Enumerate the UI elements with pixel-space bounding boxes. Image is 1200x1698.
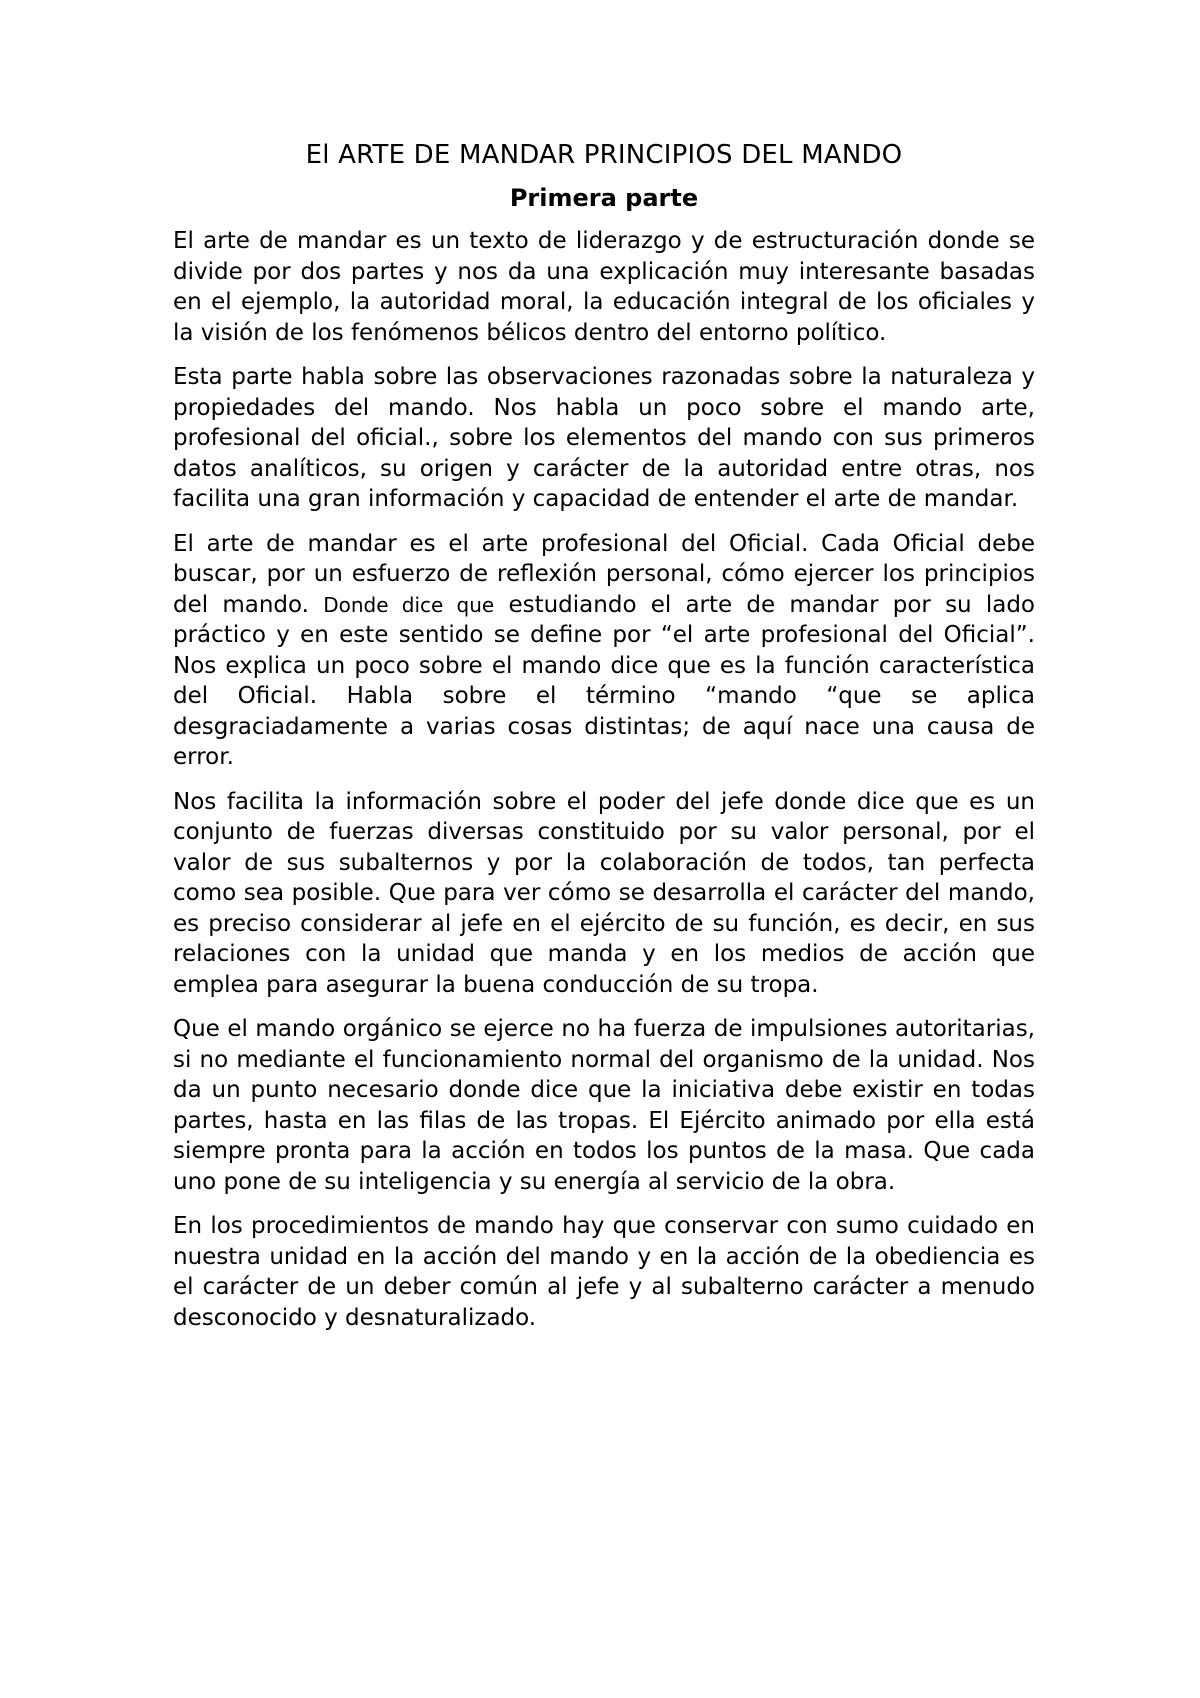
paragraph-5: Que el mando orgánico se ejerce no ha fuerza de impulsiones autoritarias, si no mediante el funcionamiento normal del organismo de la unidad. Nos da un punto necesario donde dice que la iniciativa debe existir en todas partes, hasta en las filas de las tropas. El Ejército animado por ella está siempre pronta para la acción en todos los puntos de la masa. Que cada uno pone de su inteligencia y su energía al servicio de la obra. bbox=[173, 1016, 1035, 1195]
document-title: El ARTE DE MANDAR PRINCIPIOS DEL MANDO bbox=[305, 140, 903, 170]
document-subtitle: Primera parte bbox=[509, 184, 699, 212]
paragraph-2: Esta parte habla sobre las observaciones razonadas sobre la naturaleza y propiedades del mando. Nos habla un poco sobre el mando arte, profesional del oficial., sobre los elementos del mando con sus primeros datos analíticos, su origen y carácter de la autoridad entre otras, nos facilita una gran información y capacidad de entender el arte de mandar. bbox=[173, 364, 1035, 512]
paragraph-3-text-after: estudiando el arte de mandar por su lado práctico y en este sentido se define por “el arte profesional del Oficial”. Nos explica un poco sobre el mando dice que es la función característica del Oficial. Habla sobre el término “mando “que se aplica desgraciadamente a varias cosas distintas; de aquí nace una causa de error. bbox=[173, 591, 1035, 770]
paragraph-3-small-text: Donde dice que bbox=[323, 592, 495, 617]
paragraph-6: En los procedimientos de mando hay que conservar con sumo cuidado en nuestra unidad en la acción del mando y en la acción de la obediencia es el carácter de un deber común al jefe y al subalterno carácter a menudo desconocido y desnaturalizado. bbox=[173, 1213, 1035, 1331]
paragraph-3-text-before: El arte de mandar es el arte profesional del Oficial. Cada Oficial debe buscar, por un esfuerzo de reflexión personal, cómo ejercer los principios del mando. bbox=[173, 530, 1035, 618]
document-page bbox=[173, 138, 1035, 1347]
paragraph-3 bbox=[173, 529, 1035, 773]
paragraph-1: El arte de mandar es un texto de liderazgo y de estructuración donde se divide por dos partes y nos da una explicación muy interesante basadas en el ejemplo, la autoridad moral, la educación integral de los oficiales y la visión de los fenómenos bélicos dentro del entorno político. bbox=[173, 228, 1035, 346]
paragraph-4: Nos facilita la información sobre el poder del jefe donde dice que es un conjunto de fuerzas diversas constituido por su valor personal, por el valor de sus subalternos y por la colaboración de todos, tan perfecta como sea posible. Que para ver cómo se desarrolla el carácter del mando, es preciso considerar al jefe en el ejército de su función, es decir, en sus relaciones con la unidad que manda y en los medios de acción que emplea para asegurar la buena conducción de su tropa. bbox=[173, 788, 1035, 998]
